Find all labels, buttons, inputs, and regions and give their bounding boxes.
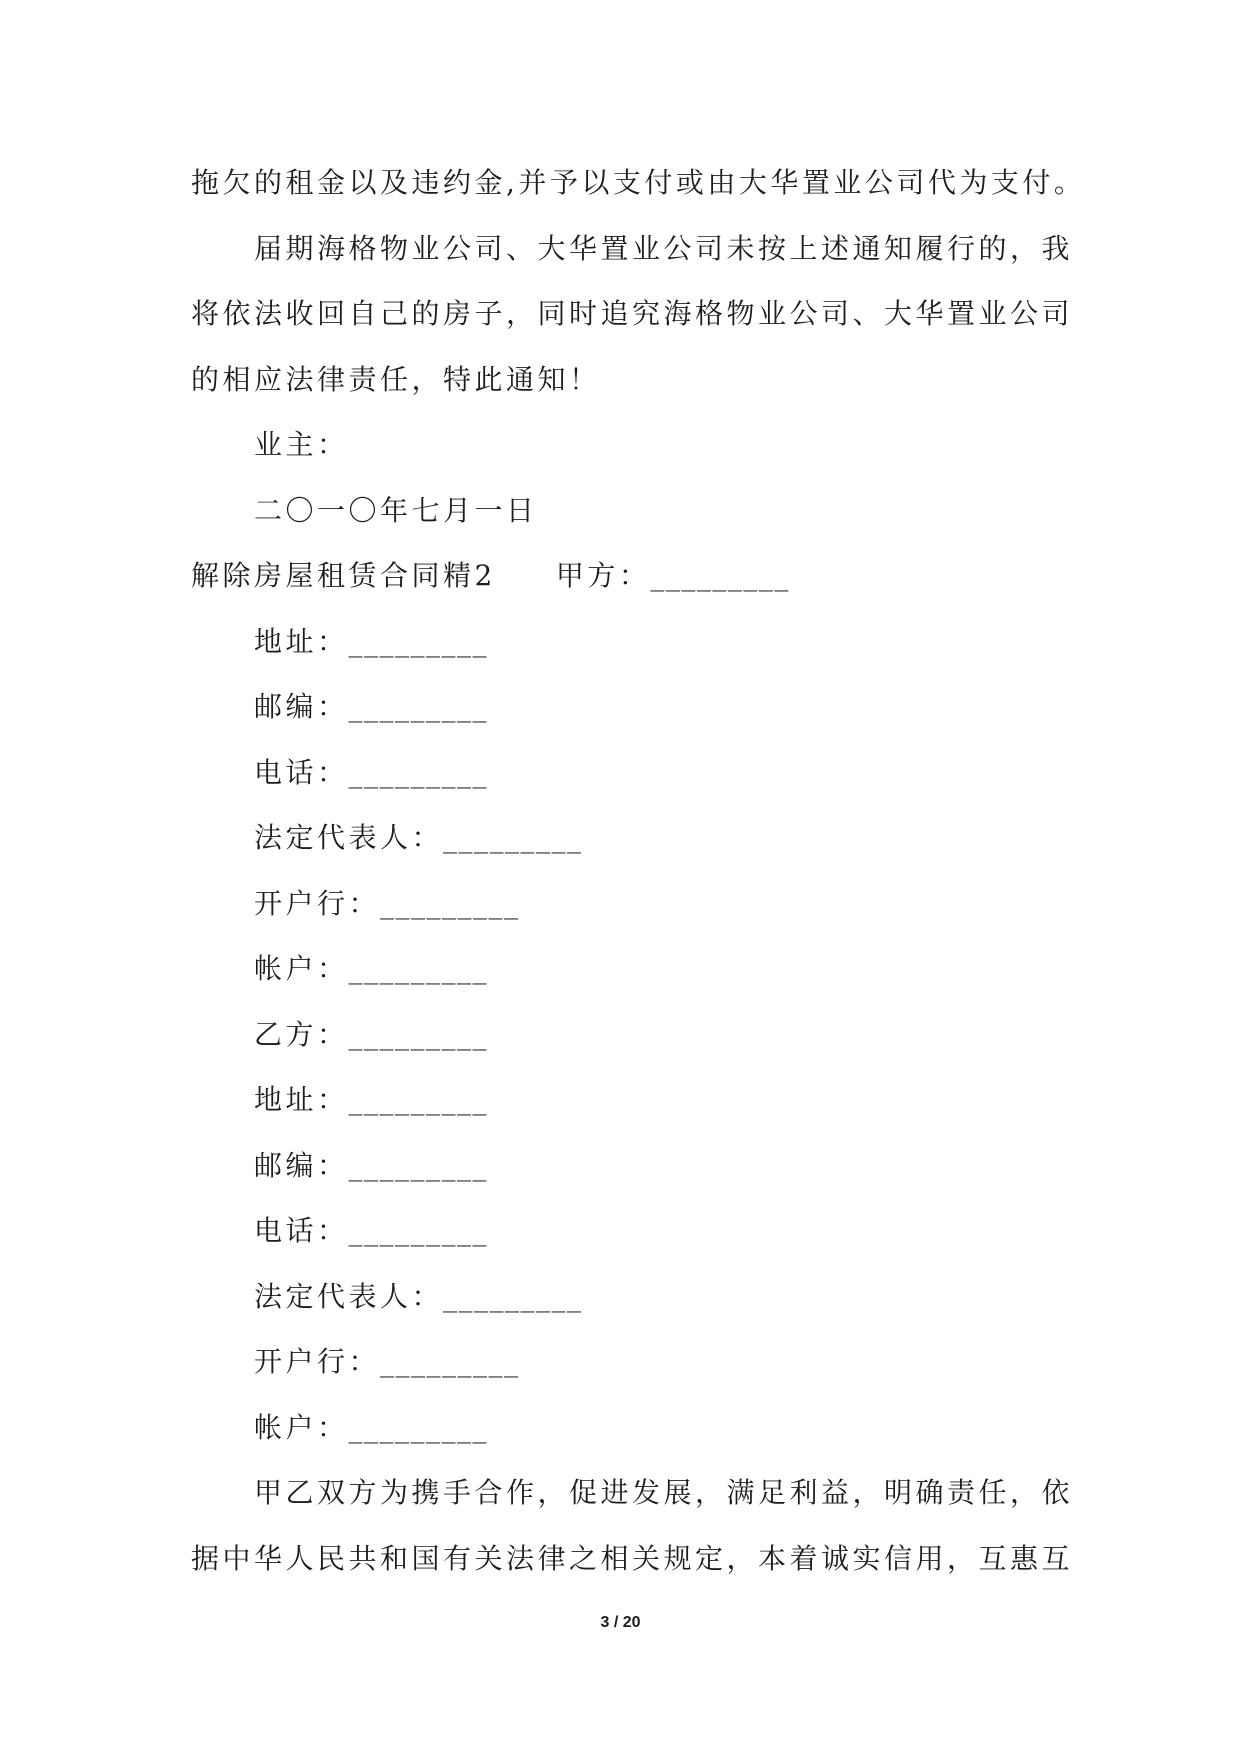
fill-in-blank: _________ bbox=[348, 1410, 489, 1444]
party-b-field bbox=[191, 1002, 1191, 1068]
party-b-address-field bbox=[191, 1067, 1191, 1133]
preamble-line: 甲乙双方为携手合作，促进发展，满足利益，明确责任，依 bbox=[254, 1476, 1074, 1509]
party-a-legal-rep-field bbox=[191, 805, 1191, 871]
fill-in-blank: _________ bbox=[348, 755, 489, 789]
fill-in-blank: _________ bbox=[443, 1279, 583, 1313]
preamble-line: 据中华人民共和国有关法律之相关规定，本着诚实信用，互惠互 bbox=[191, 1541, 1074, 1575]
party-b-label: 乙方： bbox=[254, 1017, 349, 1051]
party-a-phone-field bbox=[191, 740, 1191, 806]
field-label: 电话： bbox=[254, 755, 349, 789]
field-label: 地址： bbox=[254, 624, 349, 658]
notice-tail-line: 拖欠的租金以及违约金,并予以支付或由大华置业公司代为支付。 bbox=[191, 166, 1086, 199]
field-label: 邮编： bbox=[254, 1148, 349, 1182]
field-label: 帐户： bbox=[254, 1410, 349, 1444]
field-label: 邮编： bbox=[254, 690, 349, 723]
party-a-postcode-field bbox=[191, 674, 1191, 740]
fill-in-blank: _________ bbox=[380, 1345, 520, 1378]
party-b-postcode-field bbox=[191, 1133, 1191, 1199]
party-b-legal-rep-field bbox=[191, 1264, 1191, 1330]
fill-in-blank: _________ bbox=[443, 821, 583, 854]
field-label: 帐户： bbox=[254, 952, 349, 985]
field-label: 地址： bbox=[254, 1083, 349, 1116]
owner-signature-label: 业主： bbox=[254, 428, 349, 461]
field-label: 法定代表人： bbox=[254, 821, 444, 854]
fill-in-blank: _________ bbox=[348, 952, 489, 985]
notice-paragraph-line: 将依法收回自己的房子，同时追究海格物业公司、大华置业公司 bbox=[191, 297, 1074, 330]
fill-in-blank: _________ bbox=[348, 1017, 489, 1051]
party-a-label: 甲方： bbox=[555, 559, 651, 592]
party-a-account-field bbox=[191, 936, 1191, 1002]
fill-in-blank: _________ bbox=[348, 1083, 489, 1116]
fill-in-blank: _________ bbox=[650, 559, 790, 592]
notice-paragraph-line: 的相应法律责任，特此通知！ bbox=[191, 362, 601, 396]
section-title: 解除房屋租赁合同精2 bbox=[191, 559, 496, 592]
party-a-address-field bbox=[191, 609, 1191, 675]
fill-in-blank: _________ bbox=[348, 1214, 489, 1247]
notice-paragraph-line: 届期海格物业公司、大华置业公司未按上述通知履行的，我 bbox=[254, 231, 1074, 265]
field-label: 开户行： bbox=[254, 886, 381, 920]
field-label: 开户行： bbox=[254, 1345, 381, 1378]
party-b-account-field bbox=[191, 1395, 1191, 1461]
field-label: 法定代表人： bbox=[254, 1279, 444, 1313]
party-b-phone-field bbox=[191, 1198, 1191, 1264]
page-number: 3 / 20 bbox=[600, 1614, 641, 1631]
party-b-bank-field bbox=[191, 1329, 1191, 1395]
party-a-bank-field bbox=[191, 871, 1191, 937]
fill-in-blank: _________ bbox=[348, 624, 489, 658]
fill-in-blank: _________ bbox=[348, 690, 489, 723]
page-body bbox=[191, 150, 1191, 1591]
fill-in-blank: _________ bbox=[380, 886, 520, 920]
field-label: 电话： bbox=[254, 1214, 349, 1247]
section-title-row bbox=[191, 543, 1191, 609]
fill-in-blank: _________ bbox=[348, 1148, 489, 1182]
notice-date: 二〇一〇年七月一日 bbox=[254, 493, 538, 527]
